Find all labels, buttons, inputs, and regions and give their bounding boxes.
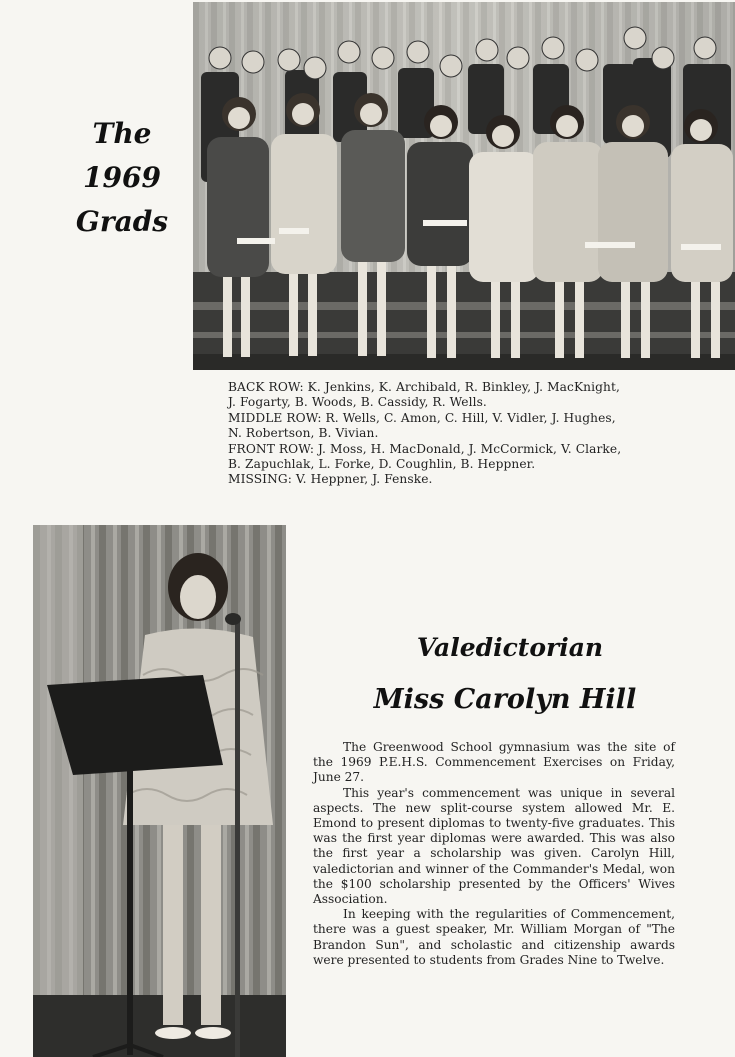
caption-line: B. Zapuchlak, L. Forke, D. Coughlin, B. Heppner.: [228, 457, 536, 472]
valedictorian-photo: [33, 525, 286, 1057]
caption-line: FRONT ROW: J. Moss, H. MacDonald, J. McCormick, V. Clarke,: [228, 441, 622, 456]
page-title-line-3: Grads: [75, 205, 169, 238]
article-paragraph: In keeping with the regularities of Commencement, there was a guest speaker, Mr. William Morgan of "The Brandon Sun", and scholastic and citizenship awards were presented to students from Grades Nine to Twelve.: [313, 907, 675, 967]
caption-line: J. Fogarty, B. Woods, B. Cassidy, R. Wells.: [228, 395, 487, 410]
commencement-article: [313, 740, 675, 968]
caption-line: BACK ROW: K. Jenkins, K. Archibald, R. Binkley, J. MacKnight,: [228, 380, 620, 394]
graduates-group-photo: [193, 2, 735, 370]
article-paragraph: The Greenwood School gymnasium was the site of the 1969 P.E.H.S. Commencement Exercises on Friday, June 27.: [313, 740, 675, 785]
graduates-group-photo-image: [193, 2, 735, 370]
page-title: [62, 112, 182, 244]
caption-line: MIDDLE ROW: R. Wells, C. Amon, C. Hill, V. Vidler, J. Hughes,: [228, 410, 616, 425]
page-title-line-1: The: [92, 117, 152, 150]
caption-line: MISSING: V. Heppner, J. Fenske.: [228, 472, 433, 487]
article-paragraph: This year's commencement was unique in several aspects. The new split-course system allowed Mr. E. Emond to present diplomas to twenty-five graduates. This was the first year diplomas were awarded. This was also the first year a scholarship was given. Carolyn Hill, valedictorian and winner of the Commander's Medal, won the $100 scholarship presented by the Officers' Wives Association.: [313, 785, 675, 907]
caption-line: N. Robertson, B. Vivian.: [228, 426, 379, 441]
page-title-line-2: 1969: [83, 161, 161, 194]
group-photo-caption: [228, 380, 733, 488]
valedictorian-heading: Valedictorian: [416, 633, 604, 662]
valedictorian-name: Miss Carolyn Hill: [373, 684, 637, 715]
valedictorian-photo-image: [33, 525, 286, 1057]
